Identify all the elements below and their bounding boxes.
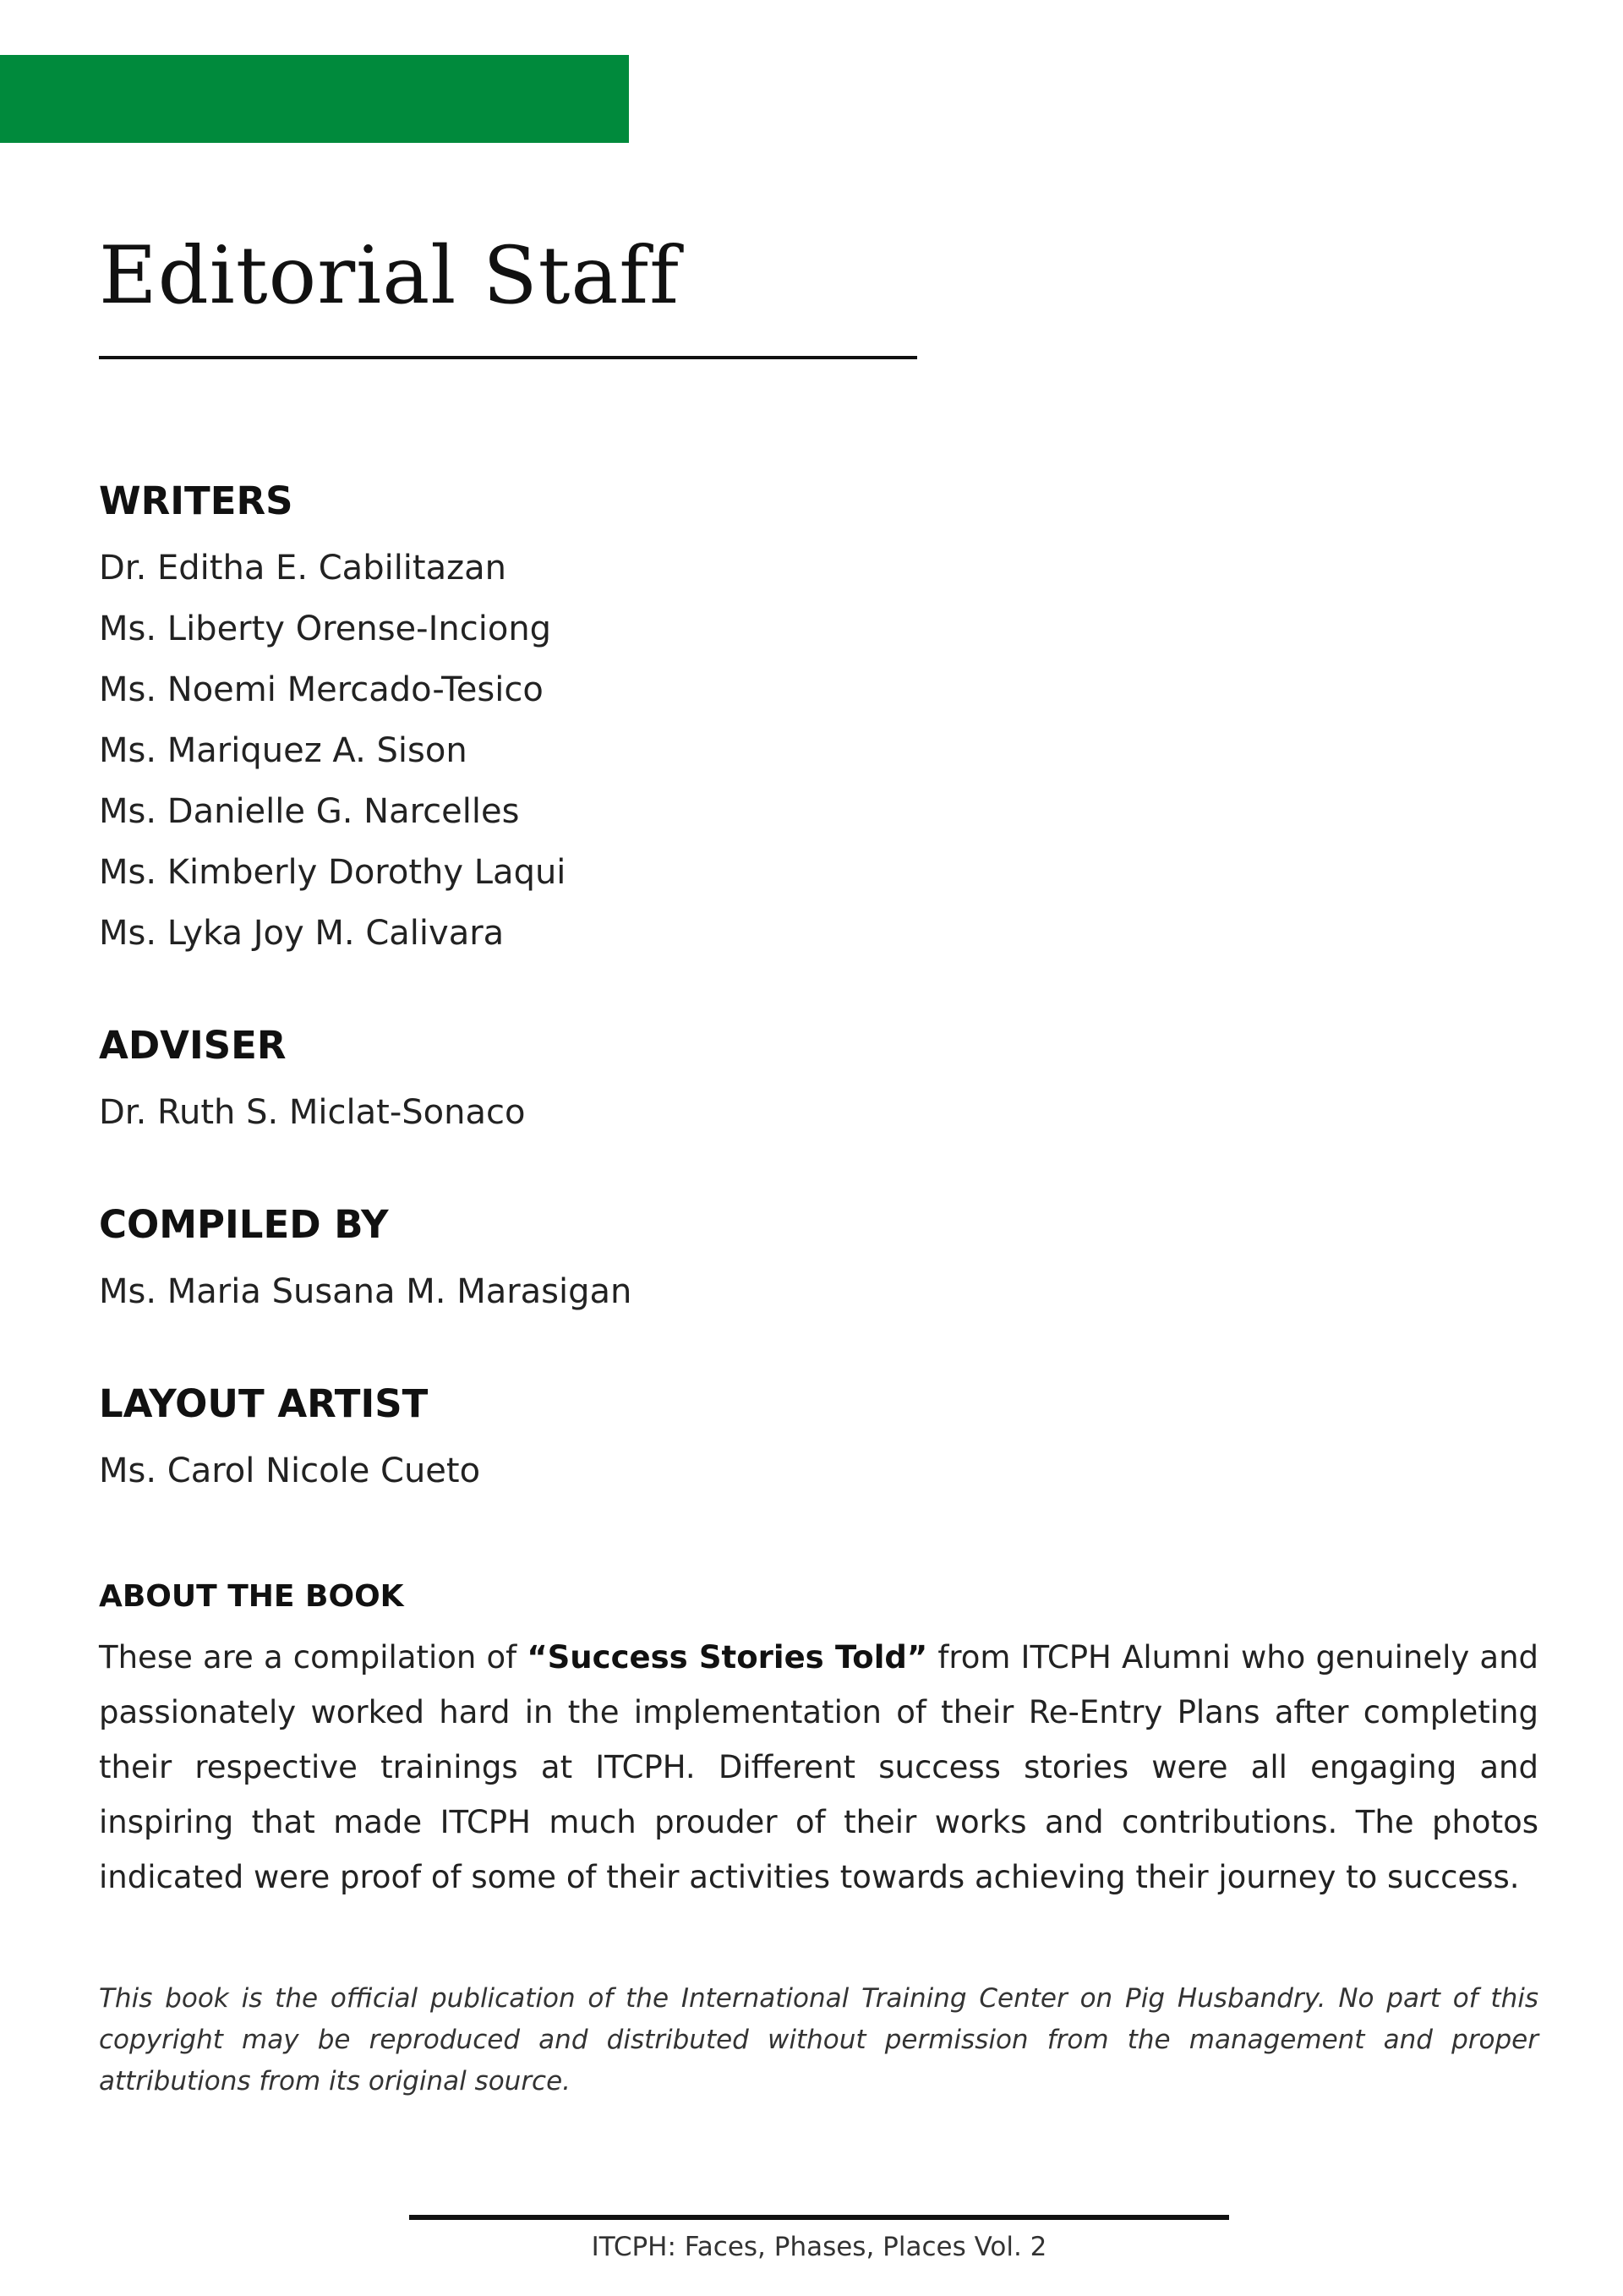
title-underline: [99, 356, 917, 359]
name-list: [99, 1440, 1536, 1501]
name-list: [99, 538, 1536, 964]
staff-sections: [99, 473, 1536, 1555]
section-heading: ADVISER: [99, 1023, 287, 1068]
footer-rule: [409, 2215, 1229, 2220]
staff-name: Ms. Danielle G. Narcelles: [99, 792, 520, 831]
name-list: [99, 1261, 1536, 1322]
about-text-intro: These are a compilation of: [99, 1639, 527, 1676]
about-heading: ABOUT THE BOOK: [99, 1579, 404, 1614]
about-text-body: from ITCPH Alumni who genuinely and passionately worked hard in the implementation of their Re-Entry Plans after completing their respective trainings at ITCPH. Different success stories were all engaging and inspiring that made ITCPH much prouder of their works and contributions. The photos indicated were proof of some of their activities towards achieving their journey to success.: [99, 1639, 1539, 1895]
section-adviser: [99, 1018, 1536, 1143]
about-paragraph: [99, 1630, 1538, 1905]
staff-name: Ms. Mariquez A. Sison: [99, 731, 467, 770]
about-highlight: “Success Stories Told”: [527, 1639, 928, 1676]
section-heading: WRITERS: [99, 478, 293, 523]
staff-name: Dr. Editha E. Cabilitazan: [99, 549, 506, 588]
staff-name: Dr. Ruth S. Miclat-Sonaco: [99, 1093, 526, 1132]
staff-name: Ms. Liberty Orense-Inciong: [99, 610, 552, 648]
section-heading: COMPILED BY: [99, 1202, 389, 1247]
header-accent-bar: [0, 55, 629, 143]
section-layout-artist: [99, 1376, 1536, 1501]
name-list: [99, 1082, 1536, 1143]
section-heading: LAYOUT ARTIST: [99, 1381, 429, 1426]
about-the-book: [99, 1574, 1538, 1905]
page-title: Editorial Staff: [99, 230, 680, 322]
staff-name: Ms. Lyka Joy M. Calivara: [99, 914, 505, 953]
section-compiled-by: [99, 1197, 1536, 1322]
section-writers: [99, 473, 1536, 964]
staff-name: Ms. Carol Nicole Cueto: [99, 1451, 481, 1490]
staff-name: Ms. Maria Susana M. Marasigan: [99, 1272, 632, 1311]
copyright-disclaimer: This book is the official publication of the International Training Center on Pig Husbandry. No part of this copyright may be reproduced and distributed without permission from the management and proper attributions from its original source.: [99, 1983, 1538, 2096]
staff-name: Ms. Noemi Mercado-Tesico: [99, 670, 544, 709]
footer-publication-title: ITCPH: Faces, Phases, Places Vol. 2: [591, 2232, 1047, 2262]
staff-name: Ms. Kimberly Dorothy Laqui: [99, 853, 566, 892]
